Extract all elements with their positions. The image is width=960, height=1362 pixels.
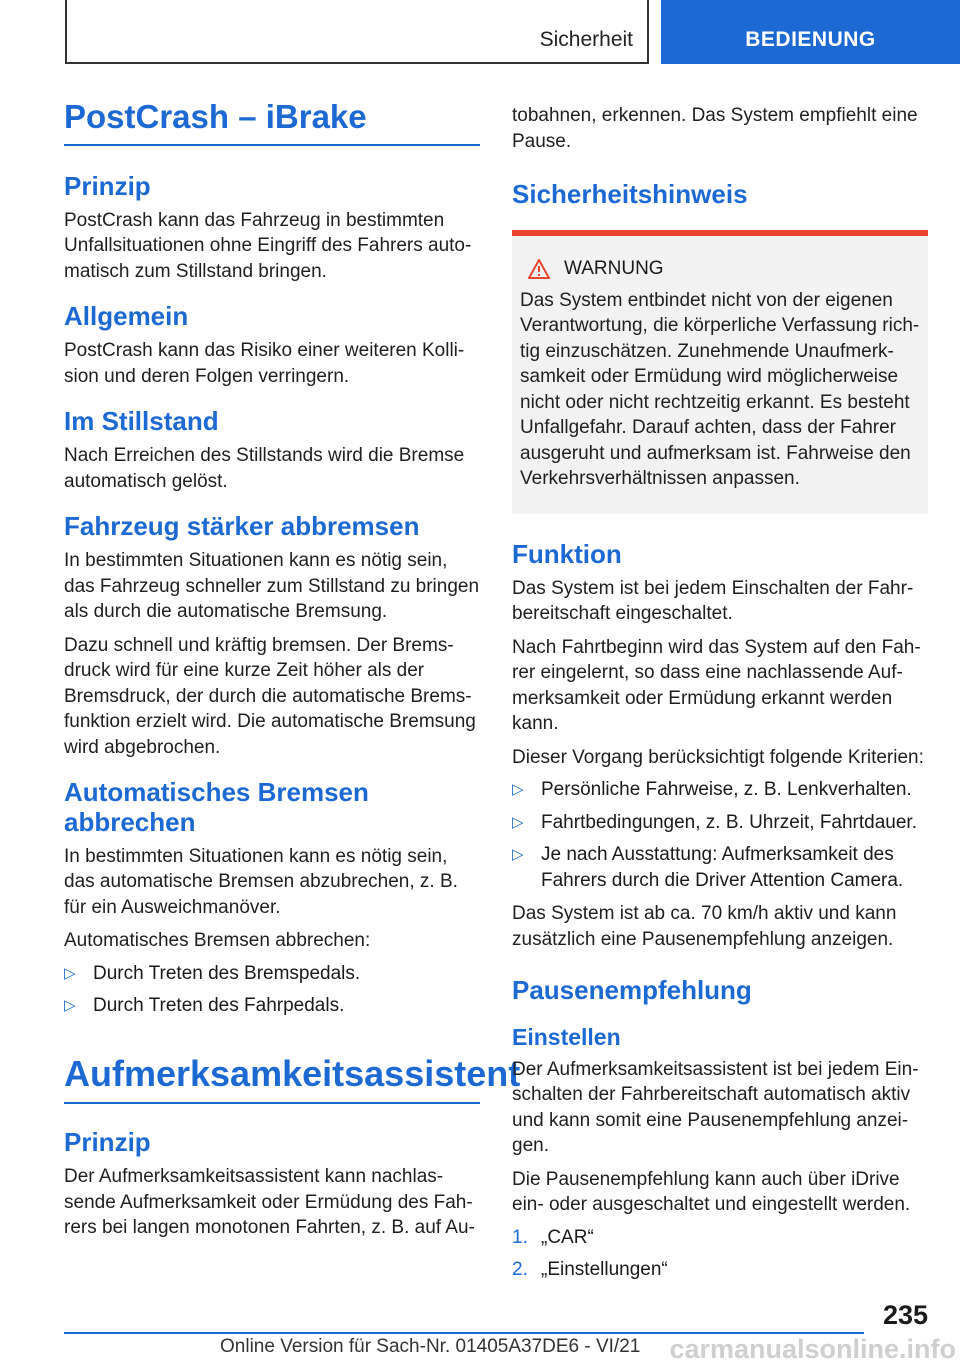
paragraph: Der Aufmerksamkeitsassistent kann nachlassende Aufmerksamkeit oder Ermüdung des Fahrers bei langen monotonen Fahrten, z. B. auf Au- [64,1166,475,1239]
paragraph: Nach Fahrtbeginn wird das System auf den Fahrer eingelernt, so dass eine nachlassende Aufmerksamkeit oder Ermüdung erkannt werden kann. [512,636,921,735]
paragraph: Dazu schnell und kräftig bremsen. Der Bremsdruck wird für eine kurze Zeit höher als der Bremsdruck, der durch die automatische Bremsfunktion erzielt wird. Die automatische Bremsung wird abgebrochen. [64,634,476,758]
list-item-text: Je nach Ausstattung: Aufmerksamkeit des Fahrers durch die Driver Attention Camera. [541,844,904,891]
heading-staerker-abbremsen: Fahrzeug stärker abbremsen [64,511,420,542]
list-item [512,1257,928,1283]
step-number: 2. [512,1259,528,1281]
warning-triangle-icon [528,259,550,279]
heading-einstellen: Einstellen [512,1024,621,1051]
warning-label: WARNUNG [564,257,664,279]
list-item [512,810,928,836]
page-number: 235 [882,1300,928,1330]
list-item [512,777,928,803]
list-item [64,993,480,1019]
list-item [512,1225,928,1251]
title-rule [64,1102,480,1104]
warning-title [520,258,920,280]
paragraph: In bestimmten Situationen kann es nötig sein, das Fahrzeug schneller zum Stillstand zu bringen als durch die automatische Bremsung. [64,550,480,622]
page-header [0,0,960,66]
paragraph: Der Aufmerksamkeitsassistent ist bei jedem Einschalten der Fahrbereitschaft automatisch aktiv und kann somit eine Pausenempfehlung anzeigen. [512,1058,919,1157]
heading-pausenempfehlung: Pausenempfehlung [512,975,752,1006]
step-number: 1. [512,1226,528,1248]
page-footer [0,1300,960,1362]
heading-funktion: Funktion [512,538,622,569]
header-chapter-tab [661,0,960,64]
funktion-list [512,777,928,893]
paragraph: tobahnen, erkennen. Das System empfiehlt eine Pause. [512,105,918,152]
list-item [64,961,480,987]
paragraph: Nach Erreichen des Stillstands wird die Bremse automatisch gelöst. [64,445,465,492]
header-section-label: Sicherheit [539,28,633,51]
warning-text: Das System entbindet nicht von der eigenen Verantwortung, die körperliche Verfassung richtig einzuschätzen. Zunehmende Unaufmerksamkeit oder Ermüdung wird möglicherweise nicht oder nicht rechtzeitig erkannt. Es besteht Unfallgefahr. Darauf achten, dass der Fahrer ausgeruht und aufmerksam ist. Fahrweise den Verkehrsverhältnissen anpassen. [520,289,920,490]
online-version-text: Online Version für Sach-Nr. 01405A37DE6 - VI/21 [220,1336,641,1357]
heading-allgemein: Allgemein [64,301,189,332]
heading-im-stillstand: Im Stillstand [64,406,219,437]
heading-sicherheitshinweis: Sicherheitshinweis [512,179,748,209]
steps-list [512,1225,928,1283]
triangle-bullet-icon: ▷ [512,813,524,831]
list-item-text: Persönliche Fahrweise, z. B. Lenkverhalten. [541,779,912,801]
header-section-tab [65,0,649,64]
triangle-bullet-icon: ▷ [512,781,524,799]
paragraph: Die Pausenempfehlung kann auch über iDrive ein- oder ausgeschaltet und eingestellt werden. [512,1168,911,1216]
title-rule [64,144,480,146]
triangle-bullet-icon: ▷ [512,846,524,864]
paragraph: PostCrash kann das Risiko einer weiteren Kollision und deren Folgen verringern. [64,340,465,387]
list-item-text: Durch Treten des Fahrpedals. [93,995,345,1017]
list-item-text: Fahrtbedingungen, z. B. Uhrzeit, Fahrtdauer. [541,811,917,833]
heading-prinzip-2: Prinzip [64,1127,151,1158]
paragraph: Dieser Vorgang berücksichtigt folgende Kriterien: [512,746,924,768]
paragraph: In bestimmten Situationen kann es nötig sein, das automatische Bremsen abzubrechen, z. B. für ein Ausweichmanöver. [64,845,458,918]
list-item [512,842,928,893]
heading-bremsen-abbrechen: Automatisches Bremsen abbrechen [64,777,369,837]
triangle-bullet-icon: ▷ [64,964,76,982]
triangle-bullet-icon: ▷ [64,997,76,1015]
watermark: carmanualsonline.info [669,1334,956,1362]
step-text: „CAR“ [541,1226,594,1248]
section-title-postcrash: PostCrash – iBrake [64,98,367,135]
paragraph: Automatisches Bremsen abbrechen: [64,930,371,952]
warning-box [512,236,928,514]
header-chapter-label: BEDIENUNG [745,28,876,51]
right-column [512,98,928,1283]
abbrechen-list [64,961,480,1019]
paragraph: Das System ist bei jedem Einschalten der Fahrbereitschaft eingeschaltet. [512,577,914,625]
heading-prinzip: Prinzip [64,170,151,201]
list-item-text: Durch Treten des Bremspedals. [93,962,361,984]
section-title-aufmerksamkeit: Aufmerksamkeitsassistent [64,1052,521,1094]
step-text: „Einstellungen“ [541,1259,668,1281]
paragraph: Das System ist ab ca. 70 km/h aktiv und kann zusätzlich eine Pausenempfehlung anzeigen. [512,903,897,950]
paragraph: PostCrash kann das Fahrzeug in bestimmten Unfallsituationen ohne Eingriff des Fahrers automatisch zum Stillstand bringen. [64,209,472,282]
left-column [64,98,521,1241]
